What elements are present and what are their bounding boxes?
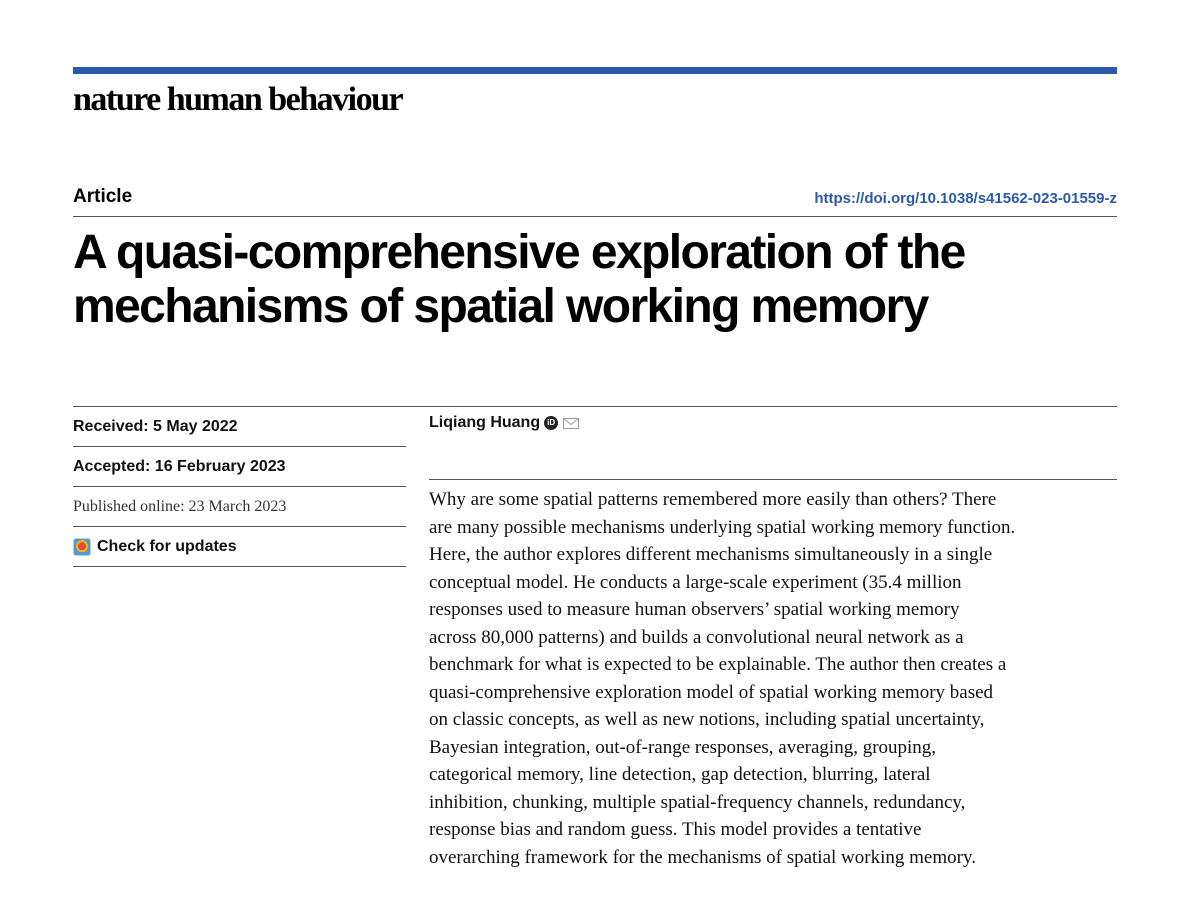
abstract-line: categorical memory, line detection, gap detection, blurring, lateral: [429, 764, 931, 785]
divider: [429, 479, 1117, 480]
orcid-icon[interactable]: iD: [544, 416, 558, 430]
accepted-date-text: Accepted: 16 February 2023: [73, 457, 286, 475]
article-meta: [73, 407, 406, 567]
journal-title[interactable]: nature human behaviour: [73, 81, 403, 118]
abstract-line: are many possible mechanisms underlying spatial working memory function.: [429, 516, 1016, 538]
abstract-line: benchmark for what is expected to be explainable. The author then creates a: [429, 654, 1007, 675]
abstract-line: response bias and random guess. This model provides a tentative: [429, 819, 922, 840]
received-date: [73, 407, 406, 447]
abstract-line: overarching framework for the mechanisms of spatial working memory.: [429, 846, 976, 868]
published-date: [73, 487, 406, 527]
mail-icon[interactable]: [563, 418, 579, 429]
abstract: [429, 486, 1129, 871]
check-updates-label: Check for updates: [97, 537, 237, 555]
accepted-date: [73, 447, 406, 487]
abstract-line: Bayesian integration, out-of-range responses, averaging, grouping,: [429, 736, 937, 758]
abstract-line: inhibition, chunking, multiple spatial-frequency channels, redundancy,: [429, 791, 966, 813]
doi-link[interactable]: https://doi.org/10.1038/s41562-023-01559-z: [814, 190, 1117, 207]
abstract-line: quasi-comprehensive exploration model of spatial working memory based: [429, 681, 994, 703]
journal-top-rule: [73, 67, 1117, 74]
abstract-line: on classic concepts, as well as new notions, including spatial uncertainty,: [429, 709, 985, 730]
page-title-line: A quasi-comprehensive exploration of the: [73, 226, 965, 279]
abstract-line: Why are some spatial patterns remembered more easily than others? There: [429, 489, 997, 510]
abstract-line: responses used to measure human observers’ spatial working memory: [429, 599, 960, 620]
page-title: [73, 226, 1123, 334]
author-line: [429, 414, 579, 432]
published-date-text: Published online: 23 March 2023: [73, 497, 287, 515]
abstract-line: conceptual model. He conducts a large-scale experiment (35.4 million: [429, 571, 962, 593]
check-updates-button[interactable]: [73, 527, 406, 567]
article-type-label: Article: [73, 186, 133, 207]
check-updates-icon: [73, 538, 91, 556]
page-title-line: mechanisms of spatial working memory: [73, 280, 928, 333]
abstract-line: across 80,000 patterns) and builds a convolutional neural network as a: [429, 626, 964, 648]
abstract-line: Here, the author explores different mechanisms simultaneously in a single: [429, 544, 993, 565]
received-date-text: Received: 5 May 2022: [73, 417, 238, 435]
divider: [73, 216, 1117, 217]
author-name[interactable]: Liqiang Huang: [429, 414, 541, 431]
